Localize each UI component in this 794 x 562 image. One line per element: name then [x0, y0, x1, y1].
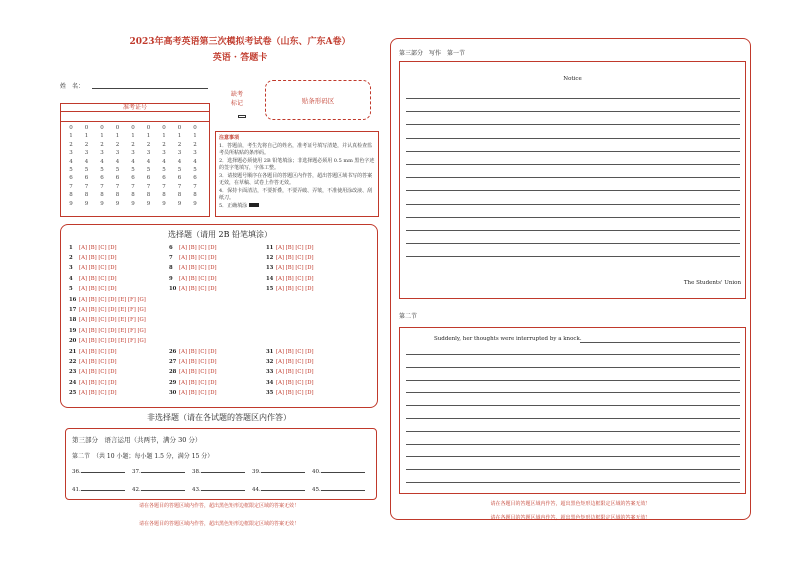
- mc-question-row[interactable]: [266, 349, 314, 355]
- mc-question-number: 23: [69, 369, 77, 376]
- exam-id-bubble[interactable]: 5: [131, 167, 135, 174]
- exam-id-bubble[interactable]: 2: [115, 141, 120, 148]
- blank-number: 40.: [312, 469, 321, 475]
- notes-item-1: 1．答题前，考生先将自己的姓名，准考证号填写清楚，并认真检查监考员所粘贴的条形码。: [219, 142, 373, 156]
- mc-options[interactable]: [A] [B] [C] [D]: [79, 369, 117, 376]
- mc-options[interactable]: [A] [B] [C] [D]: [276, 265, 314, 272]
- mc-options[interactable]: [A] [B] [C] [D]: [179, 265, 217, 272]
- blank-number: 44.: [252, 487, 261, 493]
- blank-number: 37.: [132, 469, 141, 475]
- mc-question-row[interactable]: [69, 265, 117, 271]
- mc-options[interactable]: [A] [B] [C] [D]: [276, 379, 314, 386]
- right-outer-warning: 请在各题目的答题区域内作答，超出黑色矩形边框限定区域的答案无效！: [490, 515, 651, 521]
- mc-options[interactable]: [A] [B] [C] [D]: [276, 389, 314, 396]
- writing-line[interactable]: [406, 405, 740, 406]
- blank-line[interactable]: [81, 472, 125, 473]
- exam-id-column[interactable]: [190, 124, 200, 208]
- mc-options[interactable]: [A] [B] [C] [D] [E] [F] [G]: [79, 337, 146, 344]
- mc-question-number: 28: [169, 369, 177, 376]
- mc-options[interactable]: [A] [B] [C] [D] [E] [F] [G]: [79, 307, 146, 314]
- exam-id-bubble[interactable]: 4: [131, 158, 135, 165]
- exam-id-bubble[interactable]: 3: [146, 150, 151, 157]
- mc-question-row[interactable]: [266, 286, 314, 292]
- mc-question-number: 11: [266, 245, 274, 251]
- exam-id-bubble[interactable]: 0: [131, 125, 135, 131]
- prompt-line: [580, 342, 740, 343]
- blank-number: 39.: [252, 469, 261, 475]
- mc-options[interactable]: [A] [B] [C] [D]: [79, 245, 117, 251]
- nonsel-heading: 非选择题（请在各试题的答题区内作答）: [147, 413, 291, 422]
- mc-question-number: 35: [266, 389, 274, 396]
- mc-question-number: 27: [169, 359, 177, 366]
- exam-id-bubble[interactable]: 9: [162, 200, 166, 207]
- exam-id-bubble[interactable]: 6: [69, 175, 73, 182]
- mc-question-number: 3: [69, 265, 73, 272]
- writing-line[interactable]: [406, 418, 740, 419]
- fill-blank[interactable]: [312, 487, 365, 493]
- name-label: 姓 名：: [60, 83, 85, 90]
- mc-question-number: 9: [169, 275, 173, 282]
- exam-id-bubble[interactable]: 3: [100, 150, 104, 157]
- writing-line[interactable]: [406, 138, 740, 139]
- exam-id-bubble[interactable]: 0: [115, 125, 120, 131]
- notes-item-4: 4．保持卡面清洁，不要折叠，不要弄破、弄皱，不准使用涂改液、刮纸刀。: [219, 187, 373, 201]
- writing-line[interactable]: [406, 367, 740, 368]
- mc-question-row[interactable]: [69, 380, 117, 386]
- exam-id-bubble[interactable]: 0: [69, 125, 73, 131]
- mc-heading: 选择题（请用 2B 铅笔填涂）: [167, 230, 273, 239]
- writing-line[interactable]: [406, 354, 740, 355]
- exam-id-box: [60, 103, 210, 217]
- writing-line[interactable]: [406, 111, 740, 112]
- blank-number: 45.: [312, 487, 321, 493]
- mc-options[interactable]: [A] [B] [C] [D] [E] [F] [G]: [79, 327, 146, 334]
- blank-line[interactable]: [81, 490, 125, 491]
- mc-question-row[interactable]: [69, 255, 117, 261]
- notice-heading: Notice: [563, 76, 582, 82]
- continuation-prompt: Suddenly, her thoughts were interrupted by a knock.: [434, 336, 582, 342]
- absent-label: [231, 90, 243, 108]
- blank-number: 42.: [132, 487, 141, 493]
- mc-question-number: 33: [266, 369, 274, 376]
- writing-line[interactable]: [406, 392, 740, 393]
- mc-options[interactable]: [A] [B] [C] [D]: [79, 275, 117, 282]
- exam-id-bubble[interactable]: 9: [131, 200, 135, 207]
- mc-options[interactable]: [A] [B] [C] [D]: [276, 285, 314, 292]
- mc-question-number: 29: [169, 379, 177, 386]
- mc-question-number: 21: [69, 349, 77, 355]
- exam-id-bubble[interactable]: 4: [84, 158, 89, 165]
- mc-options[interactable]: [A] [B] [C] [D]: [179, 275, 217, 282]
- mc-question-number: 4: [69, 275, 73, 282]
- mc-question-row[interactable]: [266, 276, 314, 282]
- exam-id-bubble[interactable]: 5: [146, 167, 151, 174]
- exam-id-bubble[interactable]: 8: [115, 192, 120, 199]
- mc-options[interactable]: [A] [B] [C] [D]: [79, 285, 117, 292]
- writing-section2-label: 第二节: [399, 313, 418, 320]
- signature-text: The Students' Union: [683, 280, 741, 286]
- absent-label-line2: 标记: [231, 100, 244, 107]
- blank-line[interactable]: [201, 490, 245, 491]
- mc-question-row[interactable]: [169, 390, 217, 396]
- blank-line[interactable]: [261, 490, 305, 491]
- mc-question-number: 10: [169, 285, 177, 292]
- exam-id-bubble[interactable]: 8: [100, 192, 104, 199]
- fill-blank[interactable]: [72, 469, 125, 475]
- mc-options[interactable]: [A] [B] [C] [D]: [79, 349, 117, 355]
- exam-id-bubble[interactable]: 4: [162, 158, 166, 165]
- exam-id-bubble[interactable]: 4: [69, 158, 73, 165]
- exam-id-bubble[interactable]: 6: [193, 175, 197, 182]
- mc-question-row[interactable]: [266, 380, 314, 386]
- mc-options[interactable]: [A] [B] [C] [D]: [179, 369, 217, 376]
- writing-line[interactable]: [406, 98, 740, 99]
- exam-id-bubble[interactable]: 5: [69, 167, 73, 174]
- writing-line[interactable]: [406, 177, 740, 178]
- right-inner-warning: 请在各题目的答题区域内作答，超出黑色矩形边框限定区域的答案无效！: [490, 501, 651, 507]
- mc-question-row[interactable]: [266, 245, 314, 251]
- mc-question-number: 5: [69, 285, 73, 292]
- exam-id-bubble[interactable]: 0: [193, 125, 197, 131]
- exam-id-bubble[interactable]: 7: [84, 183, 89, 190]
- exam-id-bubble[interactable]: 1: [131, 133, 135, 140]
- exam-id-bubble[interactable]: 8: [69, 192, 73, 199]
- mc-question-number: 30: [169, 389, 177, 396]
- exam-id-write-row[interactable]: [61, 112, 209, 122]
- exam-id-bubble[interactable]: 5: [100, 167, 104, 174]
- mc-question-row[interactable]: [169, 380, 217, 386]
- mc-options[interactable]: [A] [B] [C] [D]: [179, 285, 217, 292]
- mc-options[interactable]: [A] [B] [C] [D]: [276, 349, 314, 355]
- mc-options[interactable]: [A] [B] [C] [D]: [276, 369, 314, 376]
- exam-id-bubble[interactable]: 8: [162, 192, 166, 199]
- blank-line[interactable]: [201, 472, 245, 473]
- mc-question-number: 25: [69, 389, 77, 396]
- exam-id-bubble[interactable]: 4: [177, 158, 182, 165]
- exam-id-bubble[interactable]: 6: [84, 175, 89, 182]
- notes-title: 注意事项: [219, 135, 240, 141]
- exam-id-bubble[interactable]: 1: [69, 133, 73, 140]
- exam-id-bubble[interactable]: 3: [69, 150, 73, 157]
- exam-id-bubble[interactable]: 9: [84, 200, 89, 207]
- exam-id-bubble[interactable]: 1: [115, 133, 120, 140]
- mc-question-row[interactable]: [266, 369, 314, 375]
- fill-blank[interactable]: [252, 487, 305, 493]
- exam-id-bubble[interactable]: 2: [100, 141, 104, 148]
- mc-question-number: 34: [266, 379, 274, 386]
- mc-options[interactable]: [A] [B] [C] [D]: [79, 389, 117, 396]
- mc-question-row[interactable]: [69, 369, 117, 375]
- mc-question-row[interactable]: [69, 328, 146, 334]
- left-inner-warning: 请在各题目的答题区域内作答，超出黑色矩形边框限定区域的答案无效！: [138, 503, 299, 509]
- exam-id-bubble[interactable]: 4: [193, 158, 197, 165]
- exam-id-bubble[interactable]: 6: [162, 175, 166, 182]
- writing-line[interactable]: [406, 151, 740, 152]
- exam-id-column[interactable]: [66, 124, 76, 208]
- blank-number: 36.: [72, 469, 81, 475]
- exam-id-bubble[interactable]: 5: [115, 167, 120, 174]
- mc-question-row[interactable]: [69, 317, 146, 323]
- exam-id-bubble[interactable]: 7: [100, 183, 104, 190]
- mc-question-row[interactable]: [69, 390, 117, 396]
- exam-subtitle: 英语 · 答题卡: [212, 53, 268, 63]
- mc-options[interactable]: [A] [B] [C] [D]: [79, 255, 117, 262]
- exam-id-bubble[interactable]: 1: [177, 133, 182, 140]
- writing-section2-box[interactable]: [399, 327, 746, 494]
- blank-line[interactable]: [141, 490, 185, 491]
- mc-question-row[interactable]: [266, 390, 314, 396]
- barcode-area: 贴条形码区: [265, 80, 371, 120]
- exam-id-column[interactable]: [82, 124, 92, 208]
- mc-options[interactable]: [A] [B] [C] [D]: [276, 245, 314, 251]
- mc-question-row[interactable]: [69, 286, 117, 292]
- exam-id-bubble[interactable]: 0: [84, 125, 89, 131]
- exam-id-bubble[interactable]: 9: [69, 200, 73, 207]
- notes-item-5: 5．正确填涂: [219, 202, 248, 209]
- exam-id-column[interactable]: [113, 124, 123, 208]
- exam-id-label: 准考证号: [61, 104, 209, 112]
- mc-question-row[interactable]: [69, 276, 117, 282]
- writing-line[interactable]: [406, 380, 740, 381]
- mc-question-row[interactable]: [69, 359, 117, 365]
- section3-title: 第三部分 语言运用（共两节，满分 30 分）: [72, 436, 202, 444]
- mc-question-row[interactable]: [169, 349, 217, 355]
- mc-question-row[interactable]: [69, 349, 117, 355]
- exam-id-column[interactable]: [128, 124, 138, 208]
- exam-id-bubble[interactable]: 3: [115, 150, 120, 157]
- exam-id-bubble[interactable]: 5: [193, 167, 197, 174]
- fill-blank[interactable]: [132, 469, 185, 475]
- exam-id-bubble[interactable]: 7: [162, 183, 166, 190]
- notes-item-3: 3．请按题号顺序在各题目的答题区内作答，超出答题区域书写的答案无效，在草稿、试卷上作答无效。: [219, 172, 373, 186]
- exam-id-bubble[interactable]: 3: [193, 150, 197, 157]
- mc-question-row[interactable]: [266, 265, 314, 271]
- exam-id-bubble[interactable]: 6: [146, 175, 151, 182]
- exam-id-bubble[interactable]: 4: [115, 158, 120, 165]
- exam-id-bubble[interactable]: 5: [162, 167, 166, 174]
- exam-id-bubble[interactable]: 1: [84, 133, 89, 140]
- mc-question-row[interactable]: [169, 286, 217, 292]
- mc-question-number: 24: [69, 379, 77, 386]
- exam-id-bubble[interactable]: 0: [100, 125, 104, 131]
- fill-blank[interactable]: [252, 469, 305, 475]
- exam-id-bubble[interactable]: 5: [177, 167, 182, 174]
- exam-id-bubble[interactable]: 8: [84, 192, 89, 199]
- exam-id-bubble[interactable]: 2: [146, 141, 151, 148]
- exam-id-bubble[interactable]: 9: [193, 200, 197, 207]
- notes-box: [215, 131, 379, 217]
- mc-question-number: 17: [69, 307, 77, 314]
- mc-options[interactable]: [A] [B] [C] [D]: [179, 379, 217, 386]
- writing-section1-box[interactable]: [399, 61, 746, 299]
- exam-id-bubble[interactable]: 2: [84, 141, 89, 148]
- exam-id-bubble[interactable]: 4: [100, 158, 104, 165]
- mc-options[interactable]: [A] [B] [C] [D] [E] [F] [G]: [79, 297, 146, 303]
- writing-line[interactable]: [406, 217, 740, 218]
- exam-id-bubble[interactable]: 7: [146, 183, 151, 190]
- mc-question-row[interactable]: [169, 255, 217, 261]
- writing-line[interactable]: [406, 204, 740, 205]
- mc-question-number: 6: [169, 245, 173, 251]
- blank-number: 43.: [192, 487, 201, 493]
- exam-id-bubble[interactable]: 9: [177, 200, 182, 207]
- mc-question-number: 2: [69, 255, 73, 262]
- exam-id-column[interactable]: [97, 124, 107, 208]
- mc-question-number: 16: [69, 297, 77, 303]
- blank-line[interactable]: [261, 472, 305, 473]
- mc-question-number: 15: [266, 285, 274, 292]
- exam-id-bubble[interactable]: 1: [193, 133, 197, 140]
- exam-id-bubble[interactable]: 6: [177, 175, 182, 182]
- mc-options[interactable]: [A] [B] [C] [D]: [179, 359, 217, 366]
- exam-id-bubble[interactable]: 8: [177, 192, 182, 199]
- mc-question-number: 26: [169, 349, 177, 355]
- absent-checkbox[interactable]: [238, 115, 246, 118]
- writing-line[interactable]: [406, 431, 740, 432]
- exam-id-bubble[interactable]: 3: [131, 150, 135, 157]
- mc-question-row[interactable]: [169, 359, 217, 365]
- writing-line[interactable]: [406, 243, 740, 244]
- exam-id-bubble[interactable]: 6: [131, 175, 135, 182]
- writing-line[interactable]: [406, 456, 740, 457]
- exam-id-bubble[interactable]: 1: [100, 133, 104, 140]
- fill-blank[interactable]: [312, 469, 365, 475]
- exam-title: 2023年高考英语第三次模拟考试卷（山东、广东A卷）: [129, 37, 351, 47]
- blank-number: 41.: [72, 487, 81, 493]
- exam-id-column[interactable]: [159, 124, 169, 208]
- mc-options[interactable]: [A] [B] [C] [D]: [179, 389, 217, 396]
- mc-question-row[interactable]: [169, 276, 217, 282]
- mc-options[interactable]: [A] [B] [C] [D]: [79, 379, 117, 386]
- mc-question-number: 31: [266, 349, 274, 355]
- exam-id-bubble[interactable]: 8: [131, 192, 135, 199]
- mc-question-row[interactable]: [169, 245, 217, 251]
- exam-id-bubble[interactable]: 7: [131, 183, 135, 190]
- mc-question-number: 19: [69, 327, 77, 334]
- mc-question-number: 14: [266, 275, 274, 282]
- exam-id-bubble[interactable]: 6: [100, 175, 104, 182]
- section3-subtitle: 第二节 （共 10 小题；每小题 1.5 分，满分 15 分）: [72, 453, 214, 460]
- mc-options[interactable]: [A] [B] [C] [D]: [276, 359, 314, 366]
- exam-id-bubble[interactable]: 7: [193, 183, 197, 190]
- exam-id-bubble[interactable]: 4: [146, 158, 151, 165]
- mc-question-number: 20: [69, 337, 77, 344]
- writing-line[interactable]: [406, 444, 740, 445]
- mc-options[interactable]: [A] [B] [C] [D]: [276, 275, 314, 282]
- exam-id-bubble[interactable]: 2: [69, 141, 73, 148]
- mc-question-row[interactable]: [169, 369, 217, 375]
- writing-line[interactable]: [406, 230, 740, 231]
- mc-question-number: 13: [266, 265, 274, 272]
- exam-id-bubble[interactable]: 7: [69, 183, 73, 190]
- exam-id-bubble[interactable]: 1: [146, 133, 151, 140]
- mc-question-number: 7: [169, 255, 173, 262]
- section3-box: [65, 428, 377, 500]
- writing-line[interactable]: [406, 124, 740, 125]
- writing-line[interactable]: [406, 190, 740, 191]
- writing-line[interactable]: [406, 256, 740, 257]
- mc-options[interactable]: [A] [B] [C] [D]: [179, 255, 217, 262]
- exam-id-bubble[interactable]: 9: [146, 200, 151, 207]
- mc-question-number: 1: [69, 245, 73, 251]
- blank-line[interactable]: [141, 472, 185, 473]
- mc-options[interactable]: [A] [B] [C] [D]: [79, 359, 117, 366]
- left-outer-warning: 请在各题目的答题区域内作答，超出黑色矩形边框限定区域的答案无效！: [138, 521, 299, 527]
- blank-number: 38.: [192, 469, 201, 475]
- fill-blank[interactable]: [192, 487, 245, 493]
- exam-id-bubble[interactable]: 7: [177, 183, 182, 190]
- exam-id-bubble[interactable]: 3: [84, 150, 89, 157]
- exam-id-bubble[interactable]: 8: [193, 192, 197, 199]
- mc-options[interactable]: [A] [B] [C] [D]: [79, 265, 117, 272]
- mc-question-row[interactable]: [69, 307, 146, 313]
- mc-question-number: 22: [69, 359, 77, 366]
- writing-line[interactable]: [406, 482, 740, 483]
- exam-id-bubble[interactable]: 3: [177, 150, 182, 157]
- writing-part-label: 第三部分 写作 第一节: [399, 50, 466, 57]
- exam-id-bubble[interactable]: 6: [115, 175, 120, 182]
- exam-id-bubble[interactable]: 7: [115, 183, 120, 190]
- exam-id-bubble[interactable]: 9: [100, 200, 104, 207]
- exam-id-column[interactable]: [175, 124, 185, 208]
- exam-id-bubble[interactable]: 1: [162, 133, 166, 140]
- exam-id-bubble[interactable]: 2: [131, 141, 135, 148]
- fill-blank[interactable]: [72, 487, 125, 493]
- mc-question-number: 18: [69, 317, 77, 324]
- name-field[interactable]: [92, 88, 208, 89]
- mc-question-row[interactable]: [266, 255, 314, 261]
- exam-id-bubble[interactable]: 0: [177, 125, 182, 131]
- exam-id-column[interactable]: [144, 124, 154, 208]
- exam-id-bubble[interactable]: 2: [193, 141, 197, 148]
- exam-id-bubble[interactable]: 8: [146, 192, 151, 199]
- exam-id-bubble[interactable]: 2: [177, 141, 182, 148]
- exam-id-bubble[interactable]: 3: [162, 150, 166, 157]
- mc-question-number: 8: [169, 265, 173, 272]
- fill-blank[interactable]: [132, 487, 185, 493]
- absent-label-line1: 缺考: [231, 91, 244, 98]
- mc-question-row[interactable]: [266, 359, 314, 365]
- mc-question-row[interactable]: [169, 265, 217, 271]
- writing-line[interactable]: [406, 469, 740, 470]
- multiple-choice-section: [60, 224, 378, 408]
- exam-id-bubble[interactable]: 2: [162, 141, 166, 148]
- mc-options[interactable]: [A] [B] [C] [D]: [179, 349, 217, 355]
- mc-question-number: 32: [266, 359, 274, 366]
- blank-line[interactable]: [321, 472, 365, 473]
- mc-options[interactable]: [A] [B] [C] [D]: [179, 245, 217, 251]
- filled-bubble-example: [249, 203, 259, 207]
- mc-question-row[interactable]: [69, 245, 117, 251]
- exam-id-bubble[interactable]: 9: [115, 200, 120, 207]
- writing-line[interactable]: [406, 164, 740, 165]
- exam-id-bubble[interactable]: 0: [146, 125, 151, 131]
- mc-question-row[interactable]: [69, 338, 146, 344]
- mc-options[interactable]: [A] [B] [C] [D] [E] [F] [G]: [79, 317, 146, 324]
- mc-question-number: 12: [266, 255, 274, 262]
- blank-line[interactable]: [321, 490, 365, 491]
- exam-id-bubble[interactable]: 0: [162, 125, 166, 131]
- notes-item-2: 2．选择题必须使用 2B 铅笔填涂；非选择题必须用 0.5 mm 黑色字迹的签字笔填写，字体工整。: [219, 157, 375, 171]
- mc-question-row[interactable]: [69, 297, 146, 303]
- exam-id-bubble[interactable]: 5: [84, 167, 89, 174]
- fill-blank[interactable]: [192, 469, 245, 475]
- mc-options[interactable]: [A] [B] [C] [D]: [276, 255, 314, 262]
